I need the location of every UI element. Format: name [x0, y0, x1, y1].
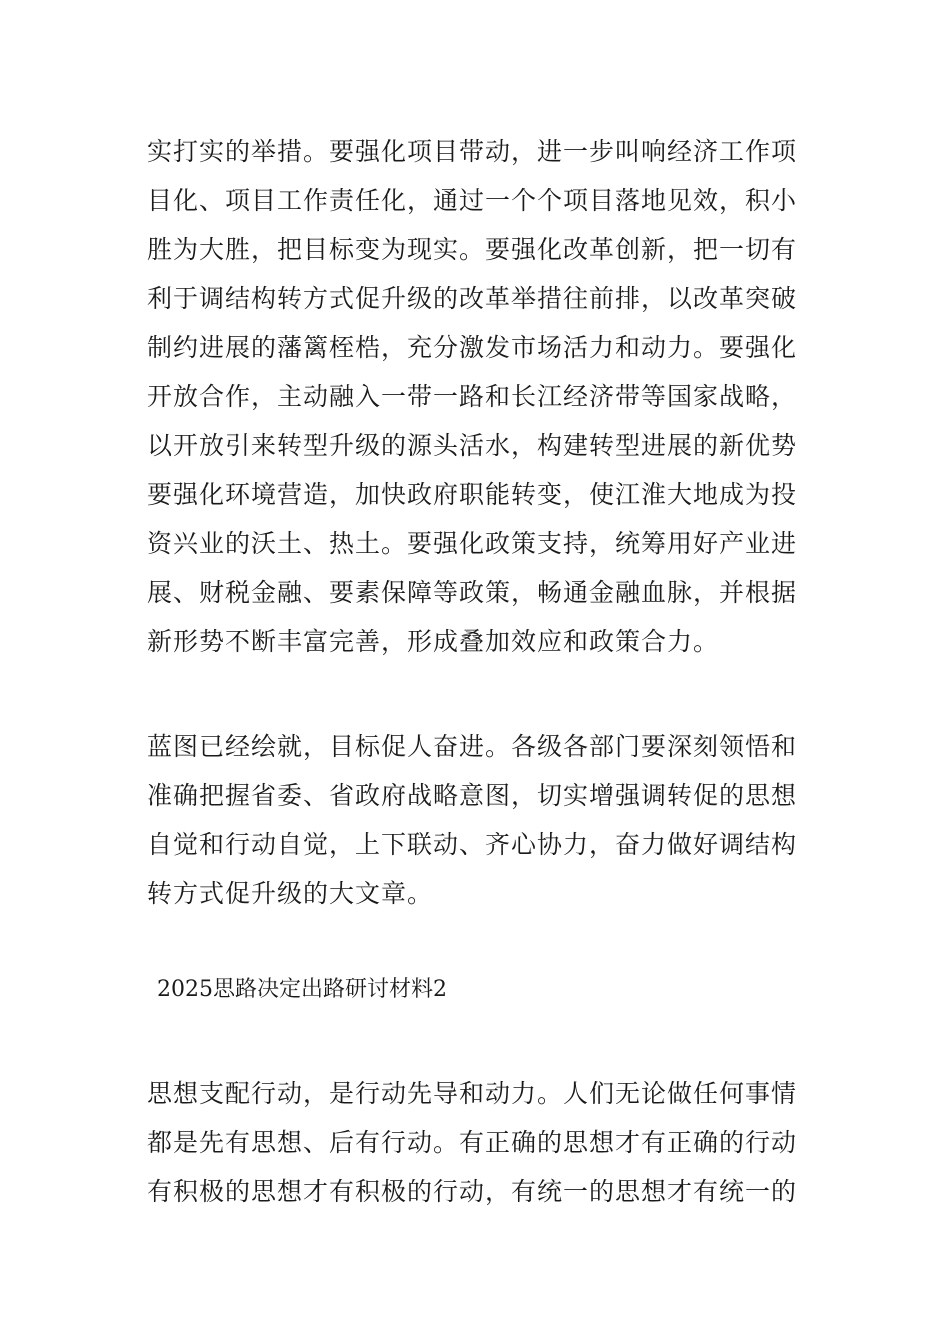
text-line: 自觉和行动自觉，上下联动、齐心协力，奋力做好调结构 — [147, 830, 798, 859]
text-line: 胜为大胜，把目标变为现实。要强化改革创新，把一切有 — [147, 235, 798, 264]
text-line: 思想支配行动，是行动先导和动力。人们无论做任何事情 — [147, 1079, 798, 1108]
text-line: 实打实的举措。要强化项目带动，进一步叫响经济工作项 — [147, 137, 798, 166]
text-line: 都是先有思想、后有行动。有正确的思想才有正确的行动 — [147, 1128, 798, 1157]
text-line: 转方式促升级的大文章。 — [147, 879, 434, 908]
text-line: 制约进展的藩篱桎梏，充分激发市场活力和动力。要强化 — [147, 333, 798, 362]
text-line: 开放合作，主动融入一带一路和长江经济带等国家战略， — [147, 382, 798, 411]
text-line: 要强化环境营造，加快政府职能转变，使江淮大地成为投 — [147, 480, 798, 509]
text-line: 准确把握省委、省政府战略意图，切实增强调转促的思想 — [147, 781, 798, 810]
text-line: 展、财税金融、要素保障等政策，畅通金融血脉，并根据 — [147, 578, 798, 607]
text-line: 目化、项目工作责任化，通过一个个项目落地见效，积小 — [147, 186, 798, 215]
text-line: 蓝图已经绘就，目标促人奋进。各级各部门要深刻领悟和 — [147, 732, 798, 761]
text-line: 以开放引来转型升级的源头活水，构建转型进展的新优势 — [147, 431, 798, 460]
paragraph-3 — [147, 1069, 827, 1216]
text-line: 新形势不断丰富完善，形成叠加效应和政策合力。 — [147, 627, 720, 656]
text-line: 有积极的思想才有积极的行动，有统一的思想才有统一的 — [147, 1177, 798, 1206]
section-heading: 2025思路决定出路研讨材料2 — [157, 977, 447, 1002]
text-line: 资兴业的沃土、热土。要强化政策支持，统筹用好产业进 — [147, 529, 798, 558]
text-line: 利于调结构转方式促升级的改革举措往前排，以改革突破 — [147, 284, 798, 313]
paragraph-1 — [147, 127, 827, 666]
paragraph-2 — [147, 722, 827, 918]
